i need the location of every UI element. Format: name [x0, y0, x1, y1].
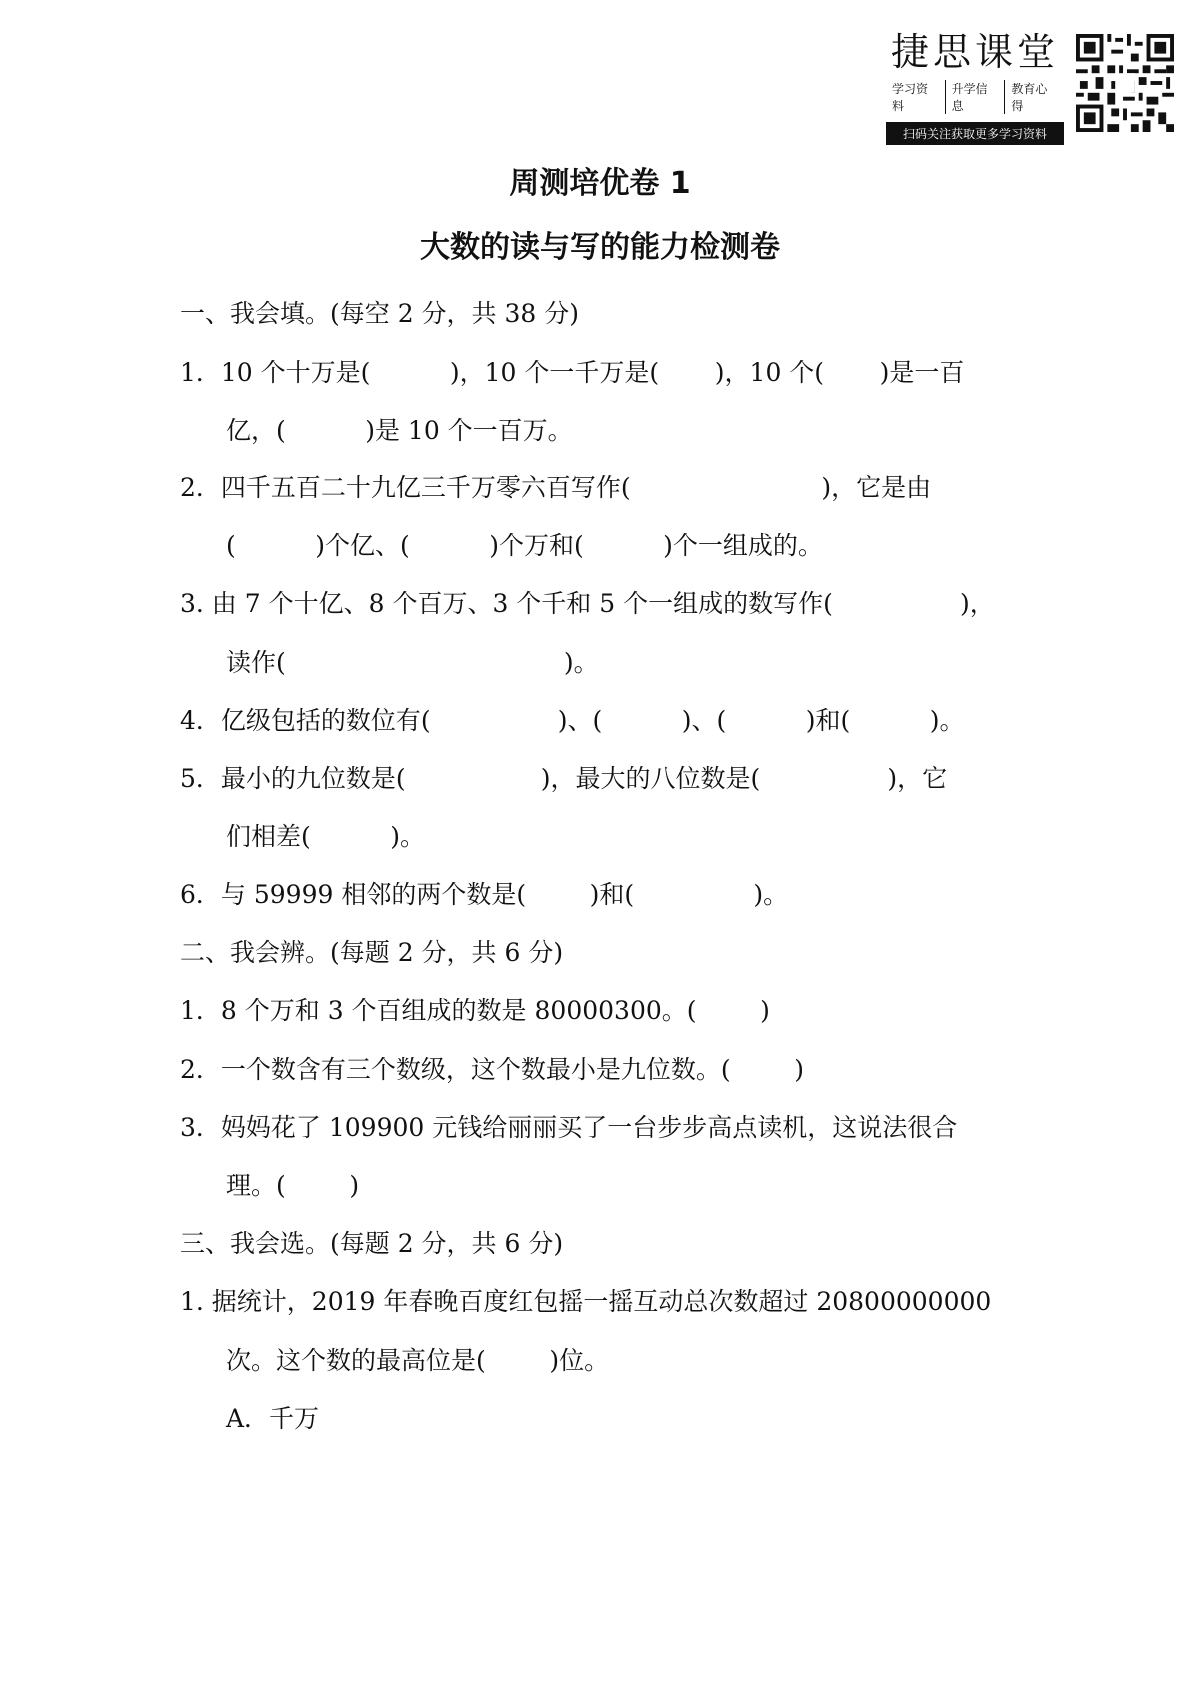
- question-line-j1: 1．8 个万和 3 个百组成的数是 80000300。( ): [180, 996, 770, 1025]
- question-line-q4: 4．亿级包括的数位有( )、( )、( )和( )。: [180, 706, 965, 735]
- brand-header: [886, 30, 1064, 145]
- question-line-q5a: 5．最小的九位数是( )，最大的八位数是( )，它: [180, 764, 948, 793]
- page-subtitle: 大数的读与写的能力检测卷: [420, 230, 780, 265]
- question-line-c1c: A．千万: [226, 1404, 320, 1433]
- question-line-q5b: 们相差( )。: [226, 822, 425, 851]
- question-line-s3: 三、我会选。(每题 2 分，共 6 分): [180, 1229, 564, 1258]
- brand-link-study: 学习资料: [892, 82, 929, 113]
- question-line-j3b: 理。( ): [226, 1171, 360, 1200]
- question-line-q3b: 读作( )。: [226, 648, 599, 677]
- brand-name: 捷思课堂: [890, 30, 1059, 74]
- brand-links: [886, 80, 1064, 114]
- question-line-s2: 二、我会辨。(每题 2 分，共 6 分): [180, 938, 564, 967]
- brand-link-education: 教育心得: [1004, 80, 1064, 114]
- question-line-c1b: 次。这个数的最高位是( )位。: [226, 1346, 610, 1375]
- qr-code-icon[interactable]: [1076, 34, 1174, 132]
- brand-link-admission: 升学信息: [945, 80, 1005, 114]
- question-line-q3a: 3. 由 7 个十亿、8 个百万、3 个千和 5 个一组成的数写作( )，: [180, 589, 995, 618]
- question-line-j3a: 3．妈妈花了 109900 元钱给丽丽买了一台步步高点读机，这说法很合: [180, 1113, 958, 1142]
- brand-tagline: 扫码关注获取更多学习资料: [886, 122, 1064, 145]
- question-line-j2: 2．一个数含有三个数级，这个数最小是九位数。( ): [180, 1055, 804, 1084]
- question-line-c1a: 1. 据统计，2019 年春晚百度红包摇一摇互动总次数超过 20800000000: [180, 1287, 992, 1316]
- question-line-q1a: 1．10 个十万是( )，10 个一千万是( )，10 个( )是一百: [180, 358, 965, 387]
- page-title: 周测培优卷 1: [509, 166, 691, 201]
- question-line-q1b: 亿，( )是 10 个一百万。: [226, 416, 573, 445]
- question-line-s1: 一、我会填。(每空 2 分，共 38 分): [180, 299, 580, 328]
- question-line-q2a: 2．四千五百二十九亿三千万零六百写作( )，它是由: [180, 473, 932, 502]
- question-line-q2b: ( )个亿、( )个万和( )个一组成的。: [226, 531, 823, 560]
- question-line-q6: 6．与 59999 相邻的两个数是( )和( )。: [180, 880, 789, 909]
